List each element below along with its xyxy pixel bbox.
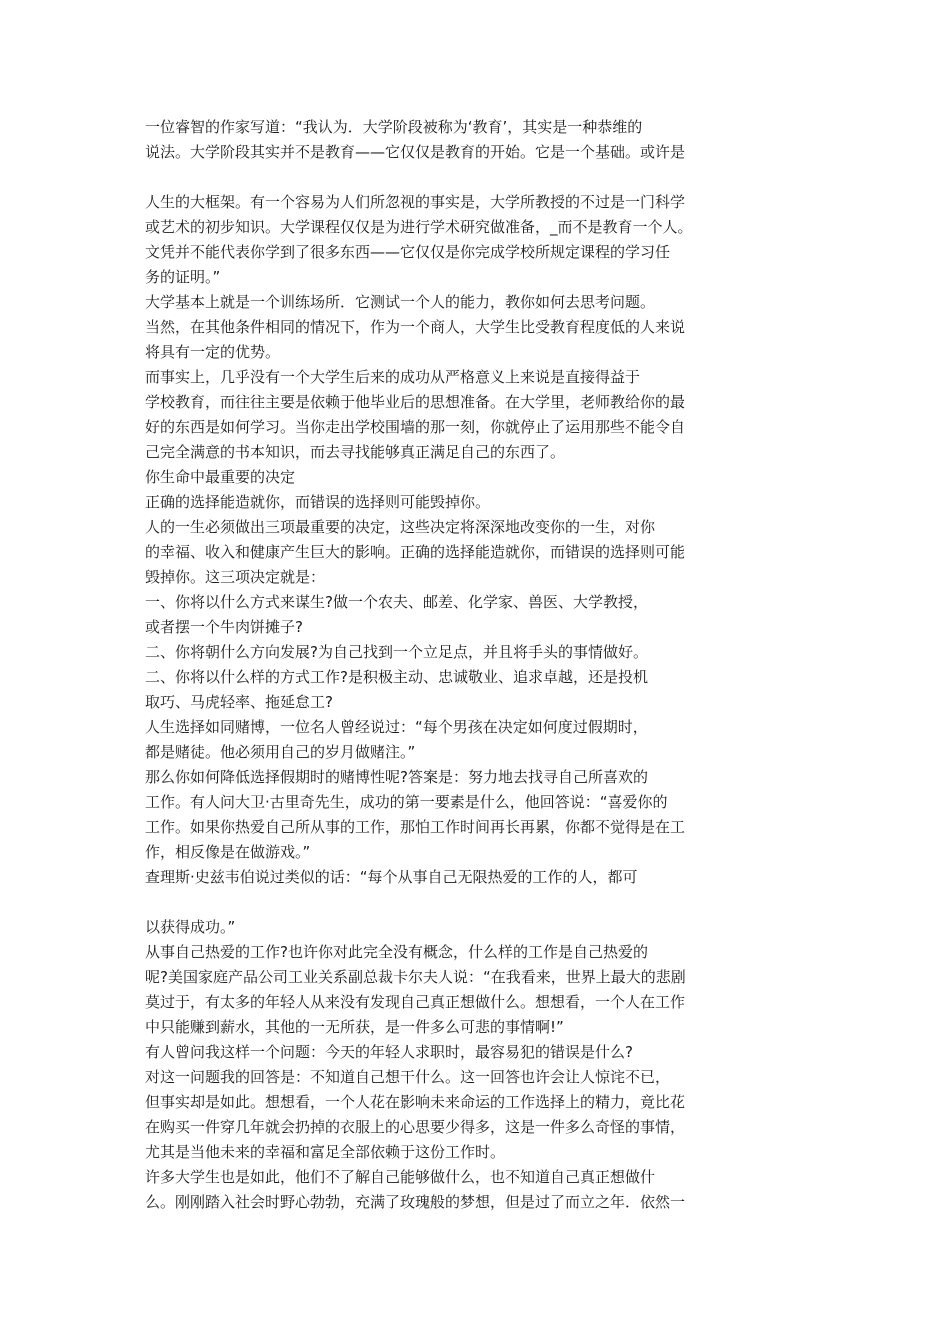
text-line: 文凭并不能代表你学到了很多东西——它仅仅是你完成学校所规定课程的学习任 — [145, 243, 671, 261]
text-line: 从事自己热爱的工作?也许你对此完全没有概念，什么样的工作是自己热爱的 — [145, 943, 648, 961]
text-line: 毁掉你。这三项决定就是： — [145, 568, 326, 586]
text-line: 或艺术的初步知识。大学课程仅仅是为进行学术研究做准备，_而不是教育一个人。 — [145, 218, 693, 236]
text-line: 二、你将朝什么方向发展?为自己找到一个立足点，并且将手头的事情做好。 — [145, 643, 648, 661]
text-line: 作，相反像是在做游戏。” — [145, 843, 311, 861]
text-line: 二、你将以什么样的方式工作?是积极主动、忠诚敬业、追求卓越，还是投机 — [145, 668, 648, 686]
text-line: 好的东西是如何学习。当你走出学校围墙的那一刻，你就停止了运用那些不能令自 — [145, 418, 686, 436]
text-line: 人生选择如同赌博，一位名人曾经说过：“每个男孩在决定如何度过假期时， — [145, 718, 648, 736]
text-line: 呢?美国家庭产品公司工业关系副总裁卡尔夫人说：“在我看来，世界上最大的悲剧 — [145, 968, 686, 986]
text-line: 人的一生必须做出三项最重要的决定，这些决定将深深地改变你的一生，对你 — [145, 518, 656, 536]
text-line: 学校教育，而往往主要是依赖于他毕业后的思想准备。在大学里，老师教给你的最 — [145, 393, 686, 411]
text-line: 在购买一件穿几年就会扔掉的衣服上的心思要少得多，这是一件多么奇怪的事情， — [145, 1118, 686, 1136]
text-line: 人生的大框架。有一个容易为人们所忽视的事实是，大学所教授的不过是一门科学 — [145, 193, 686, 211]
text-line: 正确的选择能造就你，而错误的选择则可能毁掉你。 — [145, 493, 491, 511]
text-line: 将具有一定的优势。 — [145, 343, 281, 361]
text-line: 说法。大学阶段其实并不是教育——它仅仅是教育的开始。它是一个基础。或许是 — [145, 143, 686, 161]
text-line: 或者摆一个牛肉饼摊子? — [145, 618, 303, 636]
text-line: 你生命中最重要的决定 — [145, 468, 296, 486]
text-line: 工作。有人问大卫·古里奇先生，成功的第一要素是什么，他回答说：“喜爱你的 — [145, 793, 668, 811]
paragraph-gap — [145, 890, 735, 915]
text-line: 以获得成功。” — [145, 918, 236, 936]
text-line: 的幸福、收入和健康产生巨大的影响。正确的选择能造就你，而错误的选择则可能 — [145, 543, 686, 561]
text-line: 都是赌徒。他必须用自己的岁月做赌注。” — [145, 743, 416, 761]
text-line: 对这一问题我的回答是：不知道自己想干什么。这一回答也许会让人惊诧不已， — [145, 1068, 671, 1086]
text-line: 么。刚刚踏入社会时野心勃勃，充满了玫瑰般的梦想，但是过了而立之年．依然一 — [145, 1193, 686, 1211]
body-text — [145, 115, 735, 1215]
text-line: 有人曾问我这样一个问题：今天的年轻人求职时，最容易犯的错误是什么? — [145, 1043, 633, 1061]
text-line: 工作。如果你热爱自己所从事的工作，那怕工作时间再长再累，你都不觉得是在工 — [145, 818, 686, 836]
text-line: 取巧、马虎轻率、拖延怠工? — [145, 693, 333, 711]
text-line: 己完全满意的书本知识，而去寻找能够真正满足自己的东西了。 — [145, 443, 566, 461]
text-line: 那么你如何降低选择假期时的赌博性呢?答案是：努力地去找寻自己所喜欢的 — [145, 768, 648, 786]
text-line: 一位睿智的作家写道：“我认为．大学阶段被称为‘教育’，其实是一种恭维的 — [145, 118, 643, 136]
text-line: 尤其是当他未来的幸福和富足全部依赖于这份工作时。 — [145, 1143, 506, 1161]
text-line: 务的证明。” — [145, 268, 221, 286]
text-line: 一、你将以什么方式来谋生?做一个农夫、邮差、化学家、兽医、大学教授， — [145, 593, 648, 611]
text-line: 但事实却是如此。想想看，一个人花在影响未来命运的工作选择上的精力，竟比花 — [145, 1093, 686, 1111]
text-line: 查理斯·史兹韦伯说过类似的话：“每个从事自己无限热爱的工作的人，都可 — [145, 868, 638, 886]
text-line: 当然，在其他条件相同的情况下，作为一个商人，大学生比受教育程度低的人来说 — [145, 318, 686, 336]
text-line: 莫过于，有太多的年轻人从来没有发现自己真正想做什么。想想看，一个人在工作 — [145, 993, 686, 1011]
paragraph-gap — [145, 165, 735, 190]
text-line: 中只能赚到薪水，其他的一无所获，是一件多么可悲的事情啊!” — [145, 1018, 564, 1036]
text-line: 大学基本上就是一个训练场所．它测试一个人的能力，教你如何去思考问题。 — [145, 293, 656, 311]
text-line: 许多大学生也是如此，他们不了解自己能够做什么，也不知道自己真正想做什 — [145, 1168, 656, 1186]
text-line: 而事实上，几乎没有一个大学生后来的成功从严格意义上来说是直接得益于 — [145, 368, 641, 386]
